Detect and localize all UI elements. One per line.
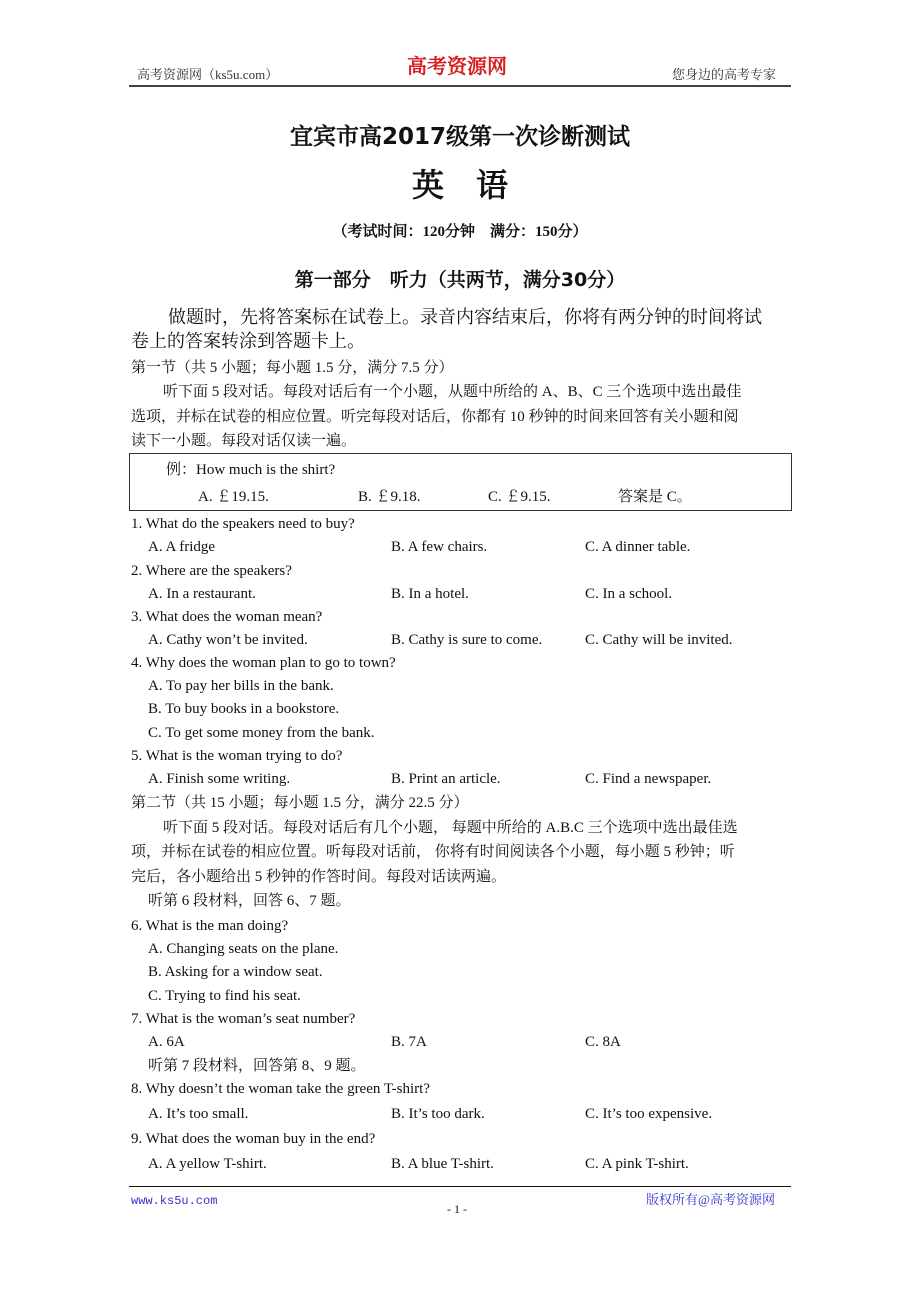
example-question: 例：How much is the shirt? <box>166 462 336 478</box>
section1-para: 读下一小题。每段对话仅读一遍。 <box>131 433 357 449</box>
option-b: B. Asking for a window seat. <box>148 964 323 980</box>
page-title: 宜宾市高2017级第一次诊断测试 <box>289 124 630 150</box>
option-b: B. In a hotel. <box>391 586 469 602</box>
option-c: C. A pink T-shirt. <box>585 1156 689 1172</box>
option-b: B. To buy books in a bookstore. <box>148 701 340 717</box>
question: 2. Where are the speakers? <box>131 563 292 579</box>
question: 9. What does the woman buy in the end? <box>131 1131 376 1147</box>
option-b: B. Cathy is sure to come. <box>391 632 543 648</box>
question: 7. What is the woman’s seat number? <box>131 1011 356 1027</box>
example-option-b: B. ￡9.18. <box>358 489 421 505</box>
footer-rule <box>129 1186 791 1187</box>
header-rule <box>129 85 791 87</box>
option-a: A. It’s too small. <box>148 1106 249 1122</box>
option-c: C. Trying to find his seat. <box>148 988 301 1004</box>
option-b: B. A blue T-shirt. <box>391 1156 494 1172</box>
option-c: C. It’s too expensive. <box>585 1106 713 1122</box>
material-7-note: 听第 7 段材料，回答第 8、9 题。 <box>148 1058 366 1074</box>
example-option-c: C. ￡9.15. <box>488 489 551 505</box>
exam-info: （考试时间：120分钟 满分：150分） <box>332 224 588 240</box>
option-a: A. To pay her bills in the bank. <box>148 678 334 694</box>
option-a: A. Changing seats on the plane. <box>148 941 339 957</box>
site-logo: 高考资源网 <box>407 56 507 78</box>
question: 6. What is the man doing? <box>131 918 289 934</box>
section2-para: 完后，各小题给出 5 秒钟的作答时间。每段对话读两遍。 <box>131 869 507 885</box>
section2-heading: 第二节（共 15 小题；每小题 1.5 分，满分 22.5 分） <box>131 795 469 811</box>
header-slogan: 您身边的高考专家 <box>672 67 777 82</box>
option-a: A. 6A <box>148 1034 185 1050</box>
question: 3. What does the woman mean? <box>131 609 323 625</box>
option-c: C. A dinner table. <box>585 539 691 555</box>
footer-link[interactable]: www.ks5u.com <box>131 1194 218 1208</box>
question: 1. What do the speakers need to buy? <box>131 516 355 532</box>
option-c: C. Cathy will be invited. <box>585 632 733 648</box>
material-6-note: 听第 6 段材料，回答 6、7 题。 <box>148 893 351 909</box>
option-a: A. Cathy won’t be invited. <box>148 632 308 648</box>
option-a: A. In a restaurant. <box>148 586 256 602</box>
section1-para: 听下面 5 段对话。每段对话后有一个小题，从题中所给的 A、B、C 三个选项中选出最佳 <box>163 384 742 400</box>
instruction-line: 卷上的答案转涂到答题卡上。 <box>131 331 365 352</box>
section1-para: 选项，并标在试卷的相应位置。听完每段对话后，你都有 10 秒钟的时间来回答有关小题和阅 <box>131 409 739 425</box>
option-b: B. It’s too dark. <box>391 1106 485 1122</box>
instruction-line: 做题时，先将答案标在试卷上。录音内容结束后，你将有两分钟的时间将试 <box>168 307 762 328</box>
option-a: A. A yellow T-shirt. <box>148 1156 267 1172</box>
option-b: B. Print an article. <box>391 771 501 787</box>
option-b: B. 7A <box>391 1034 427 1050</box>
question: 4. Why does the woman plan to go to town? <box>131 655 396 671</box>
question: 5. What is the woman trying to do? <box>131 748 343 764</box>
option-a: A. A fridge <box>148 539 216 555</box>
part1-heading: 第一部分 听力（共两节，满分30分） <box>294 269 626 291</box>
example-option-a: A. ￡19.15. <box>198 489 269 505</box>
option-c: C. 8A <box>585 1034 621 1050</box>
example-answer: 答案是 C。 <box>618 489 692 505</box>
question: 8. Why doesn’t the woman take the green T-shirt? <box>131 1081 430 1097</box>
subject-title: 英 语 <box>411 166 508 204</box>
page-number: - 1 - <box>447 1202 467 1216</box>
option-a: A. Finish some writing. <box>148 771 291 787</box>
option-c: C. In a school. <box>585 586 673 602</box>
header-site-name: 高考资源网（ks5u.com） <box>137 67 279 82</box>
option-b: B. A few chairs. <box>391 539 488 555</box>
section2-para: 听下面 5 段对话。每段对话后有几个小题， 每题中所给的 A.B.C 三个选项中选出最佳选 <box>163 820 738 836</box>
option-c: C. To get some money from the bank. <box>148 725 375 741</box>
section1-heading: 第一节（共 5 小题；每小题 1.5 分，满分 7.5 分） <box>131 360 454 376</box>
option-c: C. Find a newspaper. <box>585 771 712 787</box>
section2-para: 项，并标在试卷的相应位置。听每段对话前， 你将有时间阅读各个小题，每小题 5 秒钟；听 <box>131 844 735 860</box>
footer-copyright: 版权所有@高考资源网 <box>646 1192 775 1207</box>
